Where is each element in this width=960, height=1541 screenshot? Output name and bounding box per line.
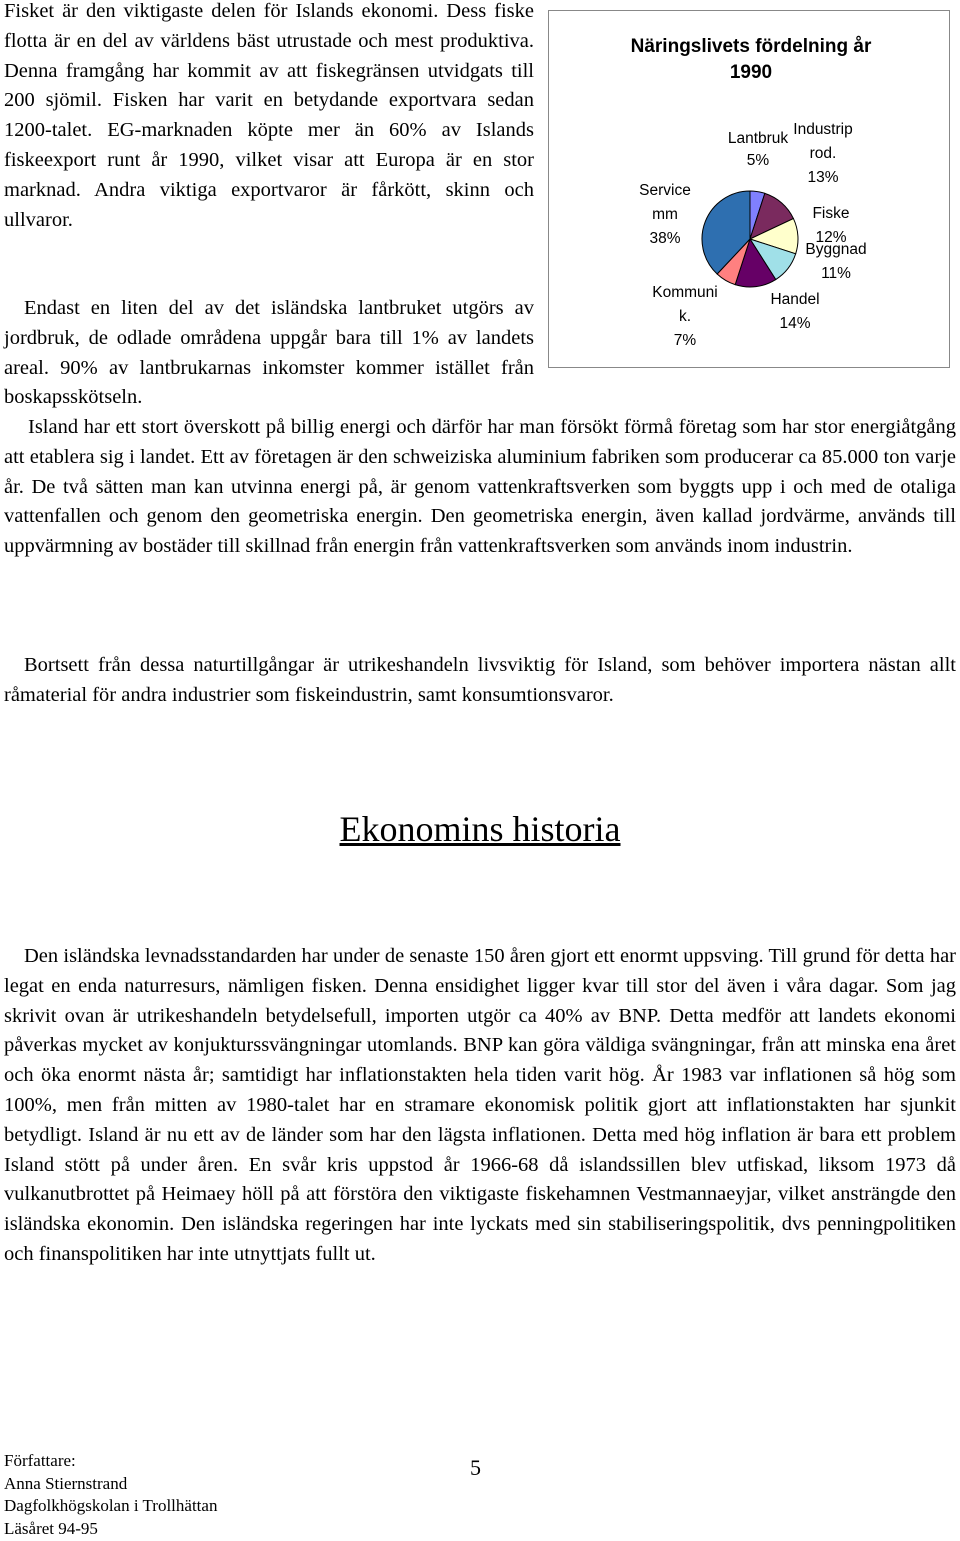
pie-chart-canvas <box>549 11 949 367</box>
chart-title-line-1: Näringslivets fördelning år <box>630 36 872 57</box>
pie-chart <box>548 10 950 368</box>
author-footer <box>4 1450 217 1540</box>
footer-line: Författare: <box>4 1451 76 1470</box>
section-heading: Ekonomins historia <box>339 809 621 849</box>
intro-paragraph: Fisket är den viktigaste delen för Islands ekonomi. Dess fiske flotta är en del av världens bäst utrustade och mest produktiva. Denna framgång har kommit av att fiskegränsen utvidgats till 200 sjömil. Fisken har varit en betydande exportvara sedan 1200-talet. EG-marknaden köpte mer än 60% av Islands fiskeexport runt år 1990, vilket visar att Europa är en stor marknad. Andra viktiga exportvaror är fårkött, skinn och ullvaror. <box>4 0 534 231</box>
history-paragraph: Den isländska levnadsstandarden har under de senaste 150 åren gjort ett enormt uppsving. Till grund för detta har legat en enda naturresurs, nämligen fisken. Denna ensidighet ligger kvar till stor del även i våra dagar. Som jag skrivit ovan är utrikeshandeln betydelsefull, importen utgör ca 40% av BNP. Detta medför att landets ekonomi påverkas mycket av konjukturssvängningar utomlands. BNP kan göra väldiga svängningar, från att minska ena året och öka enormt nästa år; samtidigt har inflationstakten hela tiden varit hög. År 1983 var inflationen så hög som 100%, men från mitten av 1980-talet har en stramare ekonomisk politik gjort att inflationstakten har sjunkit betydligt. Island är nu ett av de länder som har den lägsta inflationen. Detta med hög inflation är bara ett problem Island stött på under åren. En svår kris uppstod år 1966-68 då islandssillen blev utfiskad, liksom 1973 då vulkanutbrottet på Heimaey höll på att förstöra den viktigaste fiskehamnen Vestmannaeyjar, vilket ansträngde den isländska ekonomin. Den isländska regeringen har inte lyckats med sin stabiliseringspolitik, dvs penningpolitiken och finanspolitiken har inte utnyttjats fullt ut. <box>4 945 956 1265</box>
footer-line: Dagfolkhögskolan i Trollhättan <box>4 1496 218 1515</box>
chart-title-line-2: 1990 <box>729 62 773 83</box>
page-number: 5 <box>470 1455 481 1480</box>
energy-paragraph: Island har ett stort överskott på billig energi och därför har man försökt förmå företag som har stor energiåtgång att etablera sig i landet. Ett av företagen är den schweiziska aluminium fabriken som producerar ca 85.000 ton varje år. De två sätten man kan utvinna energi på, är genom vattenkraftsverken som byggts upp i och med de otaliga vattenfallen och genom den geometriska energin. Den geometriska energin, även kallad jordvärme, används till uppvärmning av bostäder till skillnad från energin från vattenkraftsverken som används inom industrin. <box>4 416 956 558</box>
pie-slice-label: Fiske 12% <box>812 205 850 246</box>
footer-line: Anna Stiernstrand <box>4 1473 128 1493</box>
agriculture-paragraph: Endast en liten del av det isländska lantbruket utgörs av jordbruk, de odlade områdena uppgår bara till 1% av landets areal. 90% av lantbrukarnas inkomster kommer istället från boskapsskötseln. <box>4 297 534 409</box>
pie-slice-label: Lantbruk 5% <box>727 130 789 169</box>
footer-line: Läsåret 94-95 <box>4 1518 98 1538</box>
pie-slice-label: Industrip rod. 13% <box>793 121 853 186</box>
trade-paragraph: Bortsett från dessa naturtillgångar är utrikeshandeln livsviktig för Island, som behöver importera nästan allt råmaterial för andra industrier som fiskeindustrin, samt konsumtionsvaror. <box>4 654 956 706</box>
pie-slice-label: Kommuni k. 7% <box>652 284 718 349</box>
pie-slice-label: Byggnad 11% <box>805 241 867 282</box>
pie-slice-label: Handel 14% <box>770 291 820 332</box>
pie-slice-label: Service mm 38% <box>639 182 691 247</box>
